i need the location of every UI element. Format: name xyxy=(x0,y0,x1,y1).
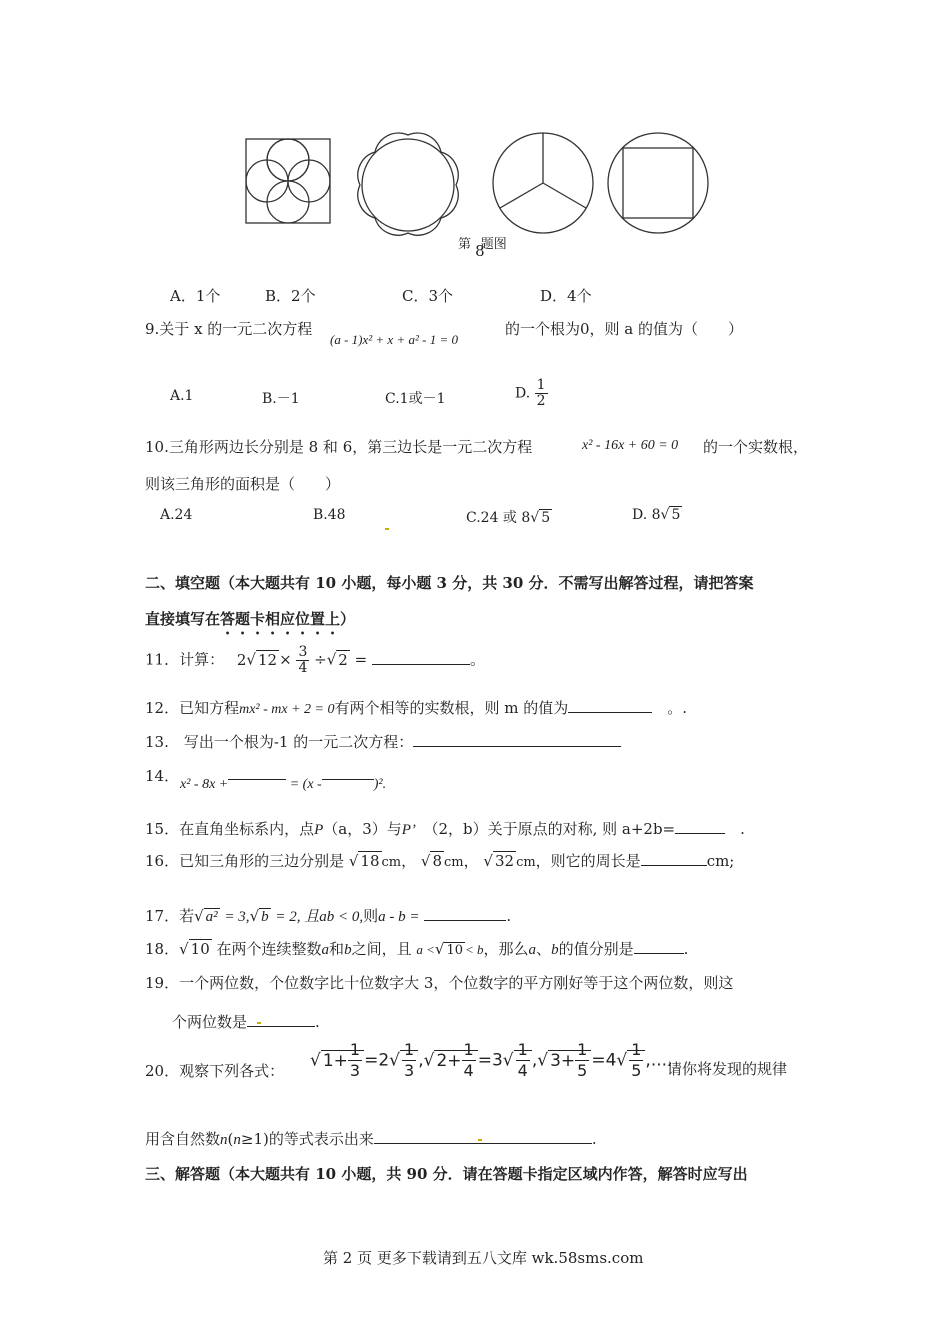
section2-line2c: ） xyxy=(340,610,356,628)
q11-rad2: 2 xyxy=(338,650,348,669)
q12-text-a: 12．已知方程 xyxy=(145,699,240,717)
q15-answer-blank[interactable] xyxy=(675,819,725,834)
q9-option-d-label: D. xyxy=(515,385,531,402)
q12-equation: mx² - mx + 2 = 0 xyxy=(239,702,335,717)
q10-option-c-label: C.24 或 8 xyxy=(466,510,531,526)
sqrt-sign: √ xyxy=(537,1050,549,1071)
q20-end: . xyxy=(591,1130,597,1148)
q10-option-c: C.24 或 8√ 5 xyxy=(466,510,551,526)
q17-answer-blank[interactable] xyxy=(424,906,506,921)
q20-terms xyxy=(310,1040,673,1080)
frac-den: 2 xyxy=(536,393,546,409)
q17-text-a: 17．若 xyxy=(145,907,195,925)
q20-line2a: 用含自然数 xyxy=(145,1130,221,1148)
q10-option-c-rad: 5 xyxy=(541,510,551,526)
q20-equals: = xyxy=(364,1050,379,1071)
q13 xyxy=(145,731,621,752)
q20-coef: 3 xyxy=(491,1050,503,1071)
q17-g: . xyxy=(506,907,512,925)
section3-heading: 三、解答题（本大题共有 10 小题，共 90 分．请在答题卡指定区域内作答，解答时应写出 xyxy=(145,1165,748,1183)
q16-unit1: cm xyxy=(381,855,402,870)
sqrt-sign: √ xyxy=(310,1050,321,1071)
q18-ineq-a: a < xyxy=(416,942,435,957)
q17-d: ab < 0, xyxy=(319,909,364,925)
circle-inscribed-square-shape xyxy=(608,133,708,233)
q9-option-d-fraction xyxy=(535,378,548,409)
q13-answer-blank[interactable] xyxy=(413,732,621,747)
q11-equals: = xyxy=(354,650,368,669)
figure-caption-b: 题图 xyxy=(480,237,507,252)
q10-text-a: 10.三角形两边长分别是 8 和 6，第三边长是一元二次方程 xyxy=(145,438,533,456)
q8-option-b: B．2个 xyxy=(265,287,316,305)
frac-den: 4 xyxy=(463,1061,474,1080)
frac-den: 5 xyxy=(577,1061,588,1080)
frac-num: 1 xyxy=(517,1040,528,1059)
section2-line2a: 直接填写在 xyxy=(145,610,221,628)
q20-sep: ,.... xyxy=(645,1050,673,1071)
q8-option-c: C．3个 xyxy=(402,287,454,305)
q8-option-a: A．1个 xyxy=(170,287,221,305)
q15-text-d: . xyxy=(725,820,745,838)
q9-option-b: B.－1 xyxy=(262,391,300,407)
square-petals-shape xyxy=(246,139,330,223)
q20-result-radicand xyxy=(627,1040,645,1080)
frac-num: 1 xyxy=(631,1040,642,1059)
q18-rad2: 10 xyxy=(446,943,463,958)
q20-radicand-3 xyxy=(548,1040,591,1080)
q11-fraction xyxy=(296,645,309,676)
q19-end: . xyxy=(315,1013,320,1031)
q15-text-a: 15．在直角坐标系内，点 xyxy=(145,820,315,838)
q10-mark xyxy=(385,516,389,534)
q18-rad: 10 xyxy=(190,940,210,958)
q19-line1: 19．一个两位数，个位数字比十位数字大 3，个位数字的平方刚好等于这个两位数，则这 xyxy=(145,974,734,992)
q9-option-d xyxy=(515,378,548,409)
q17-rad2: b xyxy=(261,909,269,925)
q17-rad1: a² xyxy=(205,909,218,925)
q18-text-a: 在两个连续整数 xyxy=(216,940,322,958)
q16: 16．已知三角形的三边分别是 √ 18 cm， √ 8 cm， √ 32 cm，则它的周长是 cm; xyxy=(145,852,735,870)
q10-option-a: A.24 xyxy=(160,507,193,523)
q10-text-b: 的一个实数根， xyxy=(703,438,809,456)
q20-coef: 4 xyxy=(605,1050,617,1071)
q13-text: 13. 写出一个根为-1 的一元二次方程： xyxy=(145,733,414,751)
sqrt-sign: √ xyxy=(423,1050,435,1071)
section2-heading-line1: 二、填空题（本大题共有 10 小题，每小题 3 分，共 30 分．不需写出解答过程，请把答案 xyxy=(145,574,754,592)
q20-int: 3+ xyxy=(550,1050,576,1071)
q16-sep1: ， xyxy=(401,852,417,870)
q20-inner-fraction xyxy=(462,1040,476,1081)
q10-option-d-label: D. 8 xyxy=(632,507,661,523)
q20-int: 1+ xyxy=(322,1050,348,1071)
q18-text-b: 和 xyxy=(329,940,345,958)
q20-sep: , xyxy=(531,1050,538,1071)
q16-text-a: 16．已知三角形的三边分别是 xyxy=(145,852,345,870)
q20-answer-blank[interactable] xyxy=(374,1129,592,1144)
q20-line2b: ( xyxy=(227,1130,234,1148)
q20-equals: = xyxy=(591,1050,606,1071)
yellow-mark xyxy=(385,528,389,530)
frac-den: 4 xyxy=(298,660,308,676)
q17-f: a - b = xyxy=(378,909,420,925)
q18-text-i: . xyxy=(683,940,689,958)
q18-text-g: 、 xyxy=(536,940,552,958)
sqrt-sign: √ xyxy=(502,1050,514,1071)
q16-text-b: ，则它的周长是 xyxy=(535,852,641,870)
q15-p: P xyxy=(314,822,324,838)
frac-den: 5 xyxy=(631,1061,642,1080)
q20-term-3 xyxy=(537,1040,673,1080)
q18-v3: a xyxy=(528,942,537,958)
q10-equation: x² - 16x + 60 = 0 xyxy=(582,438,679,453)
q11-divide: ÷ xyxy=(314,650,327,669)
figure-caption xyxy=(458,233,507,260)
q20-radicand-1 xyxy=(321,1040,364,1080)
q14-b: = (x - xyxy=(289,777,322,792)
q17-e: 则 xyxy=(363,907,379,925)
q11-times: × xyxy=(279,650,292,669)
q15-text-b: （a，3）与 xyxy=(323,820,402,838)
q11-rad1: 12 xyxy=(257,650,278,669)
sqrt-sign: √ xyxy=(389,1050,401,1071)
q9-equation: (a - 1)x² + x + a² - 1 = 0 xyxy=(330,332,458,347)
q10-line2: 则该三角形的面积是（ ） xyxy=(145,475,341,493)
q9-option-c: C.1或－1 xyxy=(385,391,446,407)
q14-blank2[interactable] xyxy=(322,779,374,780)
q20-result-fraction xyxy=(402,1040,416,1081)
q20-coef: 2 xyxy=(378,1050,390,1071)
section2-line2b: 答题卡相应位置上 xyxy=(220,610,341,628)
yellow-mark xyxy=(257,1022,261,1024)
frac-num: 1 xyxy=(349,1040,361,1059)
q12-answer-blank[interactable] xyxy=(568,698,652,713)
q11-coef: 2 xyxy=(236,650,247,669)
q18-v1: a xyxy=(321,942,330,958)
q11-answer-blank[interactable] xyxy=(372,650,470,665)
q14-c: )². xyxy=(373,777,387,792)
q20-n2: n xyxy=(233,1132,241,1148)
frac-num: 1 xyxy=(463,1040,474,1059)
q12-text-c: 。. xyxy=(652,699,688,717)
q10-option-d: D. 8√ 5 xyxy=(632,507,681,523)
q17-c: = 2, 且 xyxy=(275,909,320,925)
q20-term-1 xyxy=(310,1040,424,1080)
frac-num: 1 xyxy=(577,1040,588,1059)
q20-inner-fraction xyxy=(575,1040,589,1081)
q14-label: 14． xyxy=(145,767,180,785)
q11: 11．计算： 2√ 12 × $\frac{3}{4}$ ÷√ 2 = 。 xyxy=(145,644,485,676)
frac-den: 3 xyxy=(349,1061,361,1080)
q16-rad2: 8 xyxy=(432,852,443,870)
q20-radicand-2 xyxy=(434,1040,477,1080)
frac-num: 3 xyxy=(298,644,308,660)
scalloped-circle-shape xyxy=(358,133,458,235)
q10-option-d-rad: 5 xyxy=(671,507,681,523)
q20-equals: = xyxy=(477,1050,492,1071)
q20-result-fraction xyxy=(516,1040,530,1081)
q16-answer-blank[interactable] xyxy=(641,851,707,866)
frac-num: 1 xyxy=(404,1040,415,1059)
q14-a: x² - 8x + xyxy=(180,777,229,792)
q18-v4: b xyxy=(551,942,559,958)
q20-line2c: ≥1)的等式表示出来 xyxy=(240,1130,374,1148)
q9-text-b: 的一个根为0，则 a 的值为（ ） xyxy=(505,320,744,338)
frac-num: 1 xyxy=(536,377,546,393)
q8-option-d: D．4个 xyxy=(540,287,592,305)
page-footer: 第 2 页 更多下载请到五八文库 wk.58sms.com xyxy=(323,1249,644,1267)
sqrt-sign: √ xyxy=(616,1050,628,1071)
q20-tail: 请你将发现的规律 xyxy=(667,1060,788,1078)
q12 xyxy=(145,697,687,718)
figure-caption-a: 第 xyxy=(458,237,472,252)
q15-text-c: （2，b）关于原点的对称, 则 a+2b= xyxy=(415,820,676,838)
q18-text-c: 之间，且 xyxy=(351,940,412,958)
q19-line2 xyxy=(172,1011,320,1032)
yellow-mark xyxy=(478,1139,482,1141)
q18-text-h: 的值分别是 xyxy=(558,940,634,958)
q16-text-c: cm; xyxy=(706,852,735,870)
q9-text-a: 9.关于 x 的一元二次方程 xyxy=(145,320,313,338)
q10-option-b: B.48 xyxy=(313,507,346,523)
q11-label: 11．计算： xyxy=(145,650,225,669)
q20-line2 xyxy=(145,1128,597,1149)
q16-rad3: 32 xyxy=(494,852,515,870)
q20-inner-fraction xyxy=(348,1040,362,1081)
q20-term-2 xyxy=(423,1040,538,1080)
q18-answer-blank[interactable] xyxy=(634,939,684,954)
q17-b: = 3, xyxy=(224,909,250,925)
q20-n: n xyxy=(220,1132,228,1148)
q12-text-b: 有两个相等的实数根，则 m 的值为 xyxy=(334,699,569,717)
q20-result-radicand xyxy=(400,1040,418,1080)
q18-v2: b xyxy=(344,942,352,958)
q20-sep: , xyxy=(418,1050,424,1071)
q11-end: 。 xyxy=(469,650,485,669)
q15-p2: P’ xyxy=(401,822,416,838)
q18-ineq-b: < b xyxy=(465,942,484,957)
section2-heading-line2 xyxy=(145,608,355,638)
q14-expression xyxy=(180,777,386,793)
circle-three-sectors-shape xyxy=(493,133,593,233)
q16-unit2: cm xyxy=(444,855,464,870)
q14-blank1[interactable] xyxy=(228,779,286,780)
q19-line2-text: 个两位数是 xyxy=(172,1013,248,1031)
q16-unit3: cm xyxy=(516,855,536,870)
q16-sep2: ， xyxy=(463,852,479,870)
q20-int: 2+ xyxy=(436,1050,462,1071)
q17: 17．若√ a² = 3,√ b = 2, 且ab < 0,则a - b = . xyxy=(145,907,512,925)
q15 xyxy=(145,818,745,839)
q16-rad1: 18 xyxy=(360,852,380,870)
q20-label: 20．观察下列各式： xyxy=(145,1062,285,1080)
q18: 18．√ 10 在两个连续整数a和b之间，且 a <√ 10 < b，那么a、b的值分别是 . xyxy=(145,940,689,958)
frac-den: 3 xyxy=(404,1061,415,1080)
q20-result-radicand xyxy=(514,1040,532,1080)
q20-formulas xyxy=(310,1040,672,1081)
frac-den: 4 xyxy=(517,1061,528,1080)
q18-text-f: ，那么 xyxy=(483,940,529,958)
q9-option-a: A.1 xyxy=(170,388,194,404)
q19-answer-blank[interactable] xyxy=(247,1012,315,1027)
q20-result-fraction xyxy=(629,1040,643,1081)
figure-caption-num: 8 xyxy=(475,242,485,260)
